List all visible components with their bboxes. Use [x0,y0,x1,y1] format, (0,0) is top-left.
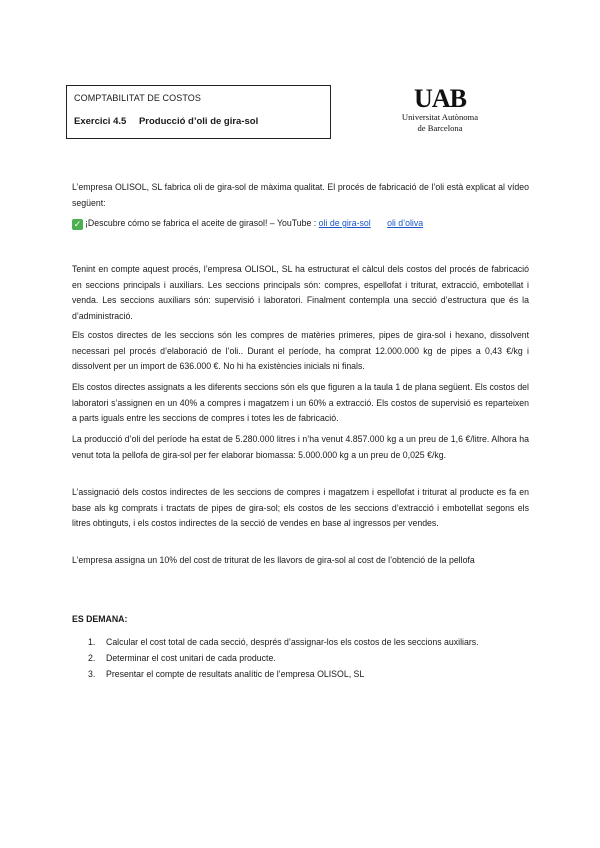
paragraph-text: Tenint en compte aquest procés, l’empresa OLISOL, SL ha estructurat el càlcul dels costos del procés de fabricació en seccions principals i auxiliars. Les seccions principals són: compres, espellofat i triturat, extracció, embotellat i venda. Les seccions auxiliars són: supervisió i laboratori. Finalment contempla una secció d’estructura que és la d’administració. [72,264,529,321]
intro-text: L’empresa OLISOL, SL fabrica oli de gira-sol de màxima qualitat. El procés de fabricació de l’oli està explicat al vídeo següent: [72,182,529,208]
paragraph-2 [72,328,529,375]
intro-paragraph [72,180,529,211]
paragraph-1 [72,262,529,324]
link-oli-oliva[interactable]: oli d’oliva [387,218,424,228]
exercise-name: Producció d’oli de gira-sol [138,116,259,127]
questions-title: ES DEMANA: [72,614,128,624]
list-item: 2. Determinar el cost unitari de cada producte. [88,653,276,663]
course-title: COMPTABILITAT DE COSTOS [74,93,201,103]
video-text: ¡Descubre cómo se fabrica el aceite de girasol! – YouTube : [85,218,317,228]
logo-line-1: Universitat Autònoma [401,112,479,122]
exercise-heading [74,116,258,127]
paragraph-6 [72,553,529,569]
uab-logo [400,86,480,146]
header-box [66,85,331,139]
paragraph-text: L’assignació dels costos indirectes de les seccions de compres i magatzem i espellofat i triturat al producte es fa en base als kg comprats i tractats de pipes de gira-sol; els costos de les seccions d’extracció i embotellat segons els litres obtinguts, i els costos indirectes de la secció de vendes en base al ingressos per vendes. [72,487,529,529]
paragraph-text: Els costos directes de les seccions són les compres de matèries primeres, pipes de gira-sol i hexano, dissolvent necessari pel procés d’elaboració de l’oli.. Durant el període, ha comprat 12.000.000 kg de pipes a 0,43 €/kg i dissolvent per un import de 636.000 €. No hi ha existències inicials ni finals. [72,330,529,372]
paragraph-text: Els costos directes assignats a les diferents seccions són els que figuren a la taula 1 de plana següent. Els costos del laboratori s’assignen en un 40% a compres i magatzem i un 60% a extracció. Els costos de supervisió es reparteixen a parts iguals entre les seccions de compres i totes les de fabricació. [72,382,529,424]
list-item: 3. Presentar el compte de resultats analític de l’empresa OLISOL, SL [88,669,365,679]
logo-mark: UAB [414,84,466,113]
paragraph-4 [72,432,529,463]
exercise-number: Exercici 4.5 [74,116,127,127]
paragraph-5 [72,485,529,532]
questions-list [88,634,479,682]
logo-line-2: de Barcelona [417,123,463,133]
paragraph-3 [72,380,529,427]
list-item: 1. Calcular el cost total de cada secció, després d’assignar-los els costos de les seccions auxiliars. [88,637,479,647]
paragraph-text: L’empresa assigna un 10% del cost de triturat de les llavors de gira-sol al cost de l’obtenció de la pellofa [72,555,475,565]
check-mark-icon: ✓ [73,219,82,229]
video-line [72,216,423,231]
link-oli-gira-sol[interactable]: oli de gira-sol [318,218,371,228]
paragraph-text: La producció d’oli del període ha estat de 5.280.000 litres i n’ha venut 4.857.000 kg a un preu de 1,6 €/litre. Alhora ha venut tota la pellofa de gira-sol per fer elaborar biomassa: 5.000.000 kg a un preu de 0,025 €/kg. [72,434,529,460]
